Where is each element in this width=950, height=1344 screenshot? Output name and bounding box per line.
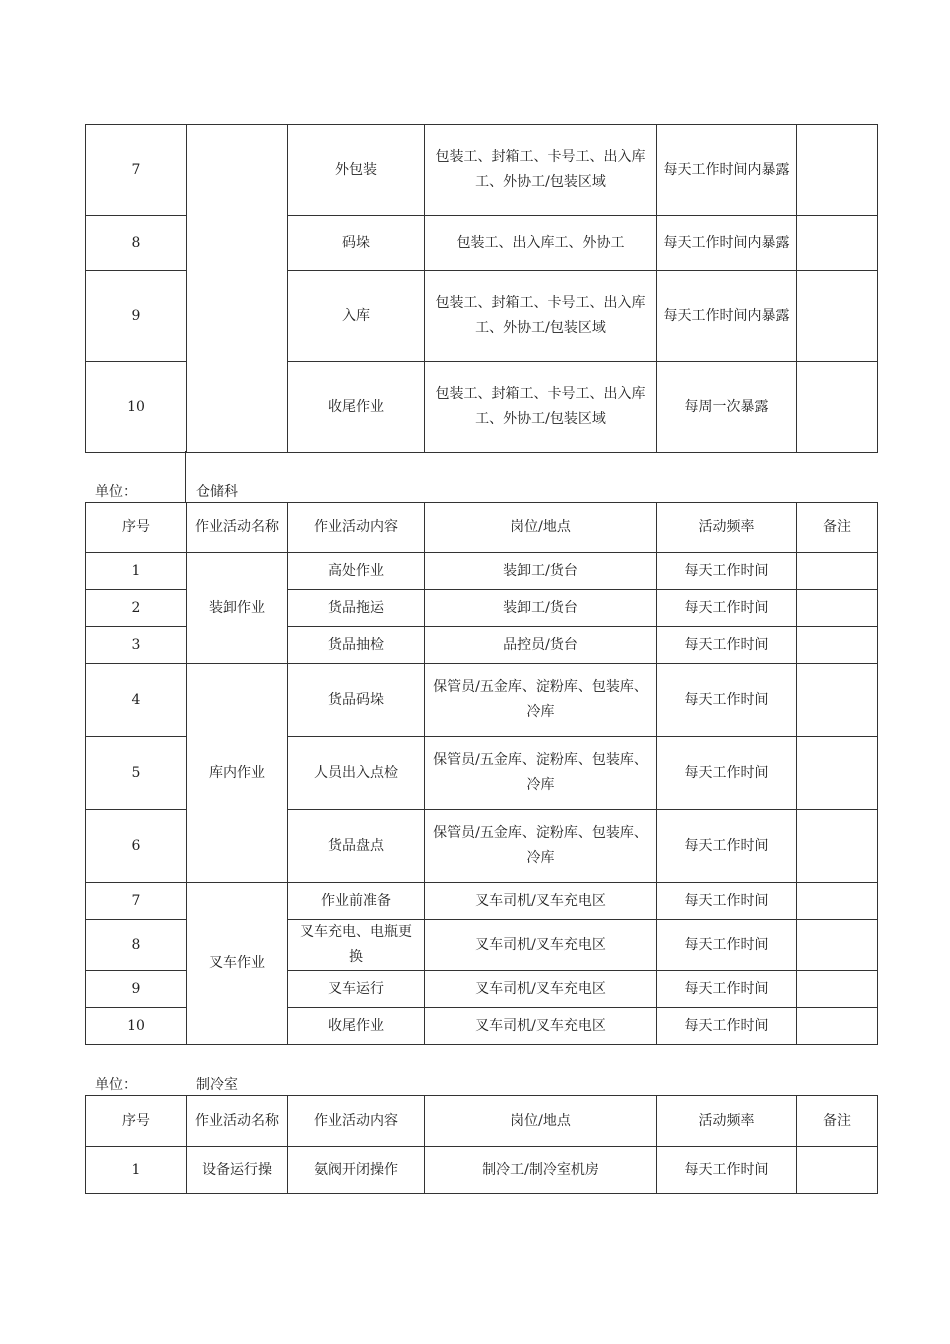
table-row xyxy=(86,664,878,737)
frequency: 每天工作时间 xyxy=(657,920,797,971)
note xyxy=(797,271,878,362)
table-warehouse xyxy=(85,502,878,1045)
post-location: 包装工、封箱工、卡号工、出入库工、外协工/包装区域 xyxy=(425,362,657,453)
row-number: 4 xyxy=(86,664,187,737)
activity-content: 作业前准备 xyxy=(288,883,425,920)
note xyxy=(797,590,878,627)
note xyxy=(797,125,878,216)
post-location: 叉车司机/叉车充电区 xyxy=(425,1008,657,1045)
header-no: 序号 xyxy=(86,1096,187,1147)
row-number: 8 xyxy=(86,920,187,971)
table-row xyxy=(86,553,878,590)
frequency: 每天工作时间 xyxy=(657,627,797,664)
activity-content: 收尾作业 xyxy=(288,1008,425,1045)
activity-group: 叉车作业 xyxy=(187,883,288,1045)
activity-content: 高处作业 xyxy=(288,553,425,590)
row-number: 2 xyxy=(86,590,187,627)
row-number: 1 xyxy=(86,553,187,590)
note xyxy=(797,1147,878,1194)
activity-group: 设备运行操 xyxy=(187,1147,288,1194)
row-number: 10 xyxy=(86,362,187,453)
header-activity: 作业活动名称 xyxy=(187,503,288,553)
activity-group: 装卸作业 xyxy=(187,553,288,664)
post-location: 包装工、封箱工、卡号工、出入库工、外协工/包装区域 xyxy=(425,125,657,216)
header-content: 作业活动内容 xyxy=(288,1096,425,1147)
activity-content: 外包装 xyxy=(288,125,425,216)
header-freq: 活动频率 xyxy=(657,1096,797,1147)
activity-content: 货品码垛 xyxy=(288,664,425,737)
header-post: 岗位/地点 xyxy=(425,503,657,553)
post-location: 保管员/五金库、淀粉库、包装库、冷库 xyxy=(425,737,657,810)
post-location: 叉车司机/叉车充电区 xyxy=(425,971,657,1008)
frequency: 每天工作时间 xyxy=(657,664,797,737)
activity-content: 货品抽检 xyxy=(288,627,425,664)
activity-content: 氨阀开闭操作 xyxy=(288,1147,425,1194)
post-location: 保管员/五金库、淀粉库、包装库、冷库 xyxy=(425,810,657,883)
activity-content: 货品盘点 xyxy=(288,810,425,883)
note xyxy=(797,737,878,810)
frequency: 每天工作时间 xyxy=(657,590,797,627)
header-activity: 作业活动名称 xyxy=(187,1096,288,1147)
activity-content: 码垛 xyxy=(288,216,425,271)
post-location: 制冷工/制冷室机房 xyxy=(425,1147,657,1194)
row-number: 7 xyxy=(86,125,187,216)
note xyxy=(797,883,878,920)
frequency: 每周一次暴露 xyxy=(657,362,797,453)
row-number: 7 xyxy=(86,883,187,920)
activity-content: 入库 xyxy=(288,271,425,362)
frequency: 每天工作时间 xyxy=(657,971,797,1008)
activity-group: 库内作业 xyxy=(187,664,288,883)
table-row xyxy=(86,883,878,920)
activity-content: 叉车充电、电瓶更换 xyxy=(288,920,425,971)
post-location: 包装工、出入库工、外协工 xyxy=(425,216,657,271)
unit-name: 仓储科 xyxy=(196,484,238,500)
note xyxy=(797,1008,878,1045)
header-note: 备注 xyxy=(797,503,878,553)
activity-content: 货品拖运 xyxy=(288,590,425,627)
header-content: 作业活动内容 xyxy=(288,503,425,553)
unit-label: 单位： xyxy=(95,1077,137,1093)
table-header-row xyxy=(86,1096,878,1147)
header-note: 备注 xyxy=(797,1096,878,1147)
table-continued xyxy=(85,124,878,453)
header-freq: 活动频率 xyxy=(657,503,797,553)
note xyxy=(797,627,878,664)
frequency: 每天工作时间 xyxy=(657,1147,797,1194)
table-refrigeration xyxy=(85,1095,878,1194)
activity-name-cell xyxy=(187,125,288,453)
post-location: 叉车司机/叉车充电区 xyxy=(425,883,657,920)
note xyxy=(797,920,878,971)
note xyxy=(797,971,878,1008)
activity-content: 人员出入点检 xyxy=(288,737,425,810)
row-number: 9 xyxy=(86,971,187,1008)
table-header-row xyxy=(86,503,878,553)
frequency: 每天工作时间内暴露 xyxy=(657,271,797,362)
note xyxy=(797,362,878,453)
header-no: 序号 xyxy=(86,503,187,553)
note xyxy=(797,664,878,737)
row-number: 10 xyxy=(86,1008,187,1045)
unit-label: 单位： xyxy=(95,484,137,500)
note xyxy=(797,553,878,590)
header-post: 岗位/地点 xyxy=(425,1096,657,1147)
post-location: 装卸工/货台 xyxy=(425,590,657,627)
unit-name: 制冷室 xyxy=(196,1077,238,1093)
note xyxy=(797,216,878,271)
frequency: 每天工作时间 xyxy=(657,1008,797,1045)
activity-content: 叉车运行 xyxy=(288,971,425,1008)
row-number: 8 xyxy=(86,216,187,271)
row-number: 9 xyxy=(86,271,187,362)
frequency: 每天工作时间内暴露 xyxy=(657,216,797,271)
table-row xyxy=(86,1147,878,1194)
activity-content: 收尾作业 xyxy=(288,362,425,453)
divider-line xyxy=(185,451,186,502)
frequency: 每天工作时间 xyxy=(657,553,797,590)
row-number: 6 xyxy=(86,810,187,883)
post-location: 装卸工/货台 xyxy=(425,553,657,590)
post-location: 品控员/货台 xyxy=(425,627,657,664)
post-location: 包装工、封箱工、卡号工、出入库工、外协工/包装区域 xyxy=(425,271,657,362)
frequency: 每天工作时间 xyxy=(657,737,797,810)
table-row xyxy=(86,125,878,216)
row-number: 1 xyxy=(86,1147,187,1194)
frequency: 每天工作时间 xyxy=(657,810,797,883)
note xyxy=(797,810,878,883)
row-number: 3 xyxy=(86,627,187,664)
frequency: 每天工作时间 xyxy=(657,883,797,920)
post-location: 叉车司机/叉车充电区 xyxy=(425,920,657,971)
post-location: 保管员/五金库、淀粉库、包装库、冷库 xyxy=(425,664,657,737)
frequency: 每天工作时间内暴露 xyxy=(657,125,797,216)
row-number: 5 xyxy=(86,737,187,810)
